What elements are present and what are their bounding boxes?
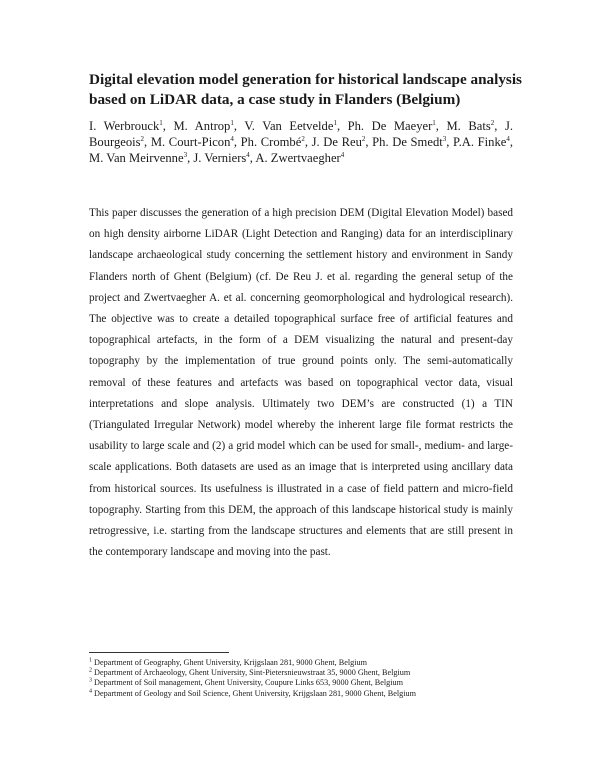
author-separator: , xyxy=(162,119,174,133)
author-name: M. Bats xyxy=(446,119,491,133)
author-name: Ph. Crombé xyxy=(240,135,302,149)
affiliation-mark: 4 xyxy=(246,150,250,159)
paper-title: Digital elevation model generation for historical landscape analysis based on LiDAR data, a case study in Flanders (Belgium) xyxy=(89,71,522,108)
affiliation-mark: 1 xyxy=(432,118,436,127)
author-separator: , xyxy=(144,135,151,149)
author-name: P.A. Finke xyxy=(453,135,507,149)
author-name: Ph. De Maeyer xyxy=(347,119,433,133)
author-name: M. Antrop xyxy=(173,119,231,133)
footnote-number: 1 xyxy=(89,657,92,664)
author-separator: , xyxy=(435,119,447,133)
footnote-text: Department of Geology and Soil Science, Ghent University, Krijgslaan 281, 9000 Ghent, Belgium xyxy=(92,688,416,698)
affiliation-mark: 1 xyxy=(159,118,163,127)
author-name: M. Van Meirvenne xyxy=(89,151,184,165)
affiliation-mark: 4 xyxy=(506,134,510,143)
abstract: This paper discusses the generation of a high precision DEM (Digital Elevation Model) based on high density airborne LiDAR (Light Detection and Ranging) data for an interdisciplinary landscape archaeological study concerning the settlement history and environment in Sandy Flanders north of Ghent (Belgium) (cf. De Reu J. et al. regarding the general setup of the project and Zwertvaegher A. et al. concerning geomorphological and hydrological research). The objective was to create a detailed topographical surface free of artificial features and topographical artefacts, in the form of a DEM visualizing the natural and present-day topography by the implementation of true ground points only. The semi-automatically removal of these features and artefacts was based on topographical vector data, visual interpretations and slope analysis. Ultimately two DEM’s are constructed (1) a TIN (Triangulated Irregular Network) model whereby the inherent large file format restricts the usability to large scale and (2) a grid model which can be used for small-, medium- and large-scale applications. Both datasets are used as an image that is interpreted using ancillary data from historical sources. Its usefulness is illustrated in a case of field pattern and micro-field topography. Starting from this DEM, the approach of this landscape historical study is mainly retrogressive, i.e. starting from the landscape structures and elements that are still present in the contemporary landscape and moving into the past. xyxy=(89,207,513,559)
affiliation-mark: 3 xyxy=(183,150,188,159)
footnote xyxy=(89,658,529,668)
author-name: J. De Reu xyxy=(311,135,362,149)
footnote xyxy=(89,689,529,699)
affiliation-mark: 2 xyxy=(361,134,366,143)
author-separator: , xyxy=(446,135,454,149)
author-separator: , xyxy=(304,135,312,149)
affiliation-mark: 2 xyxy=(490,118,495,127)
author-separator: , xyxy=(336,119,348,133)
affiliation-mark: 4 xyxy=(230,134,234,143)
author-name: Ph. De Smedt xyxy=(372,135,443,149)
author-separator: , xyxy=(494,119,505,133)
affiliation-mark: 1 xyxy=(230,118,234,127)
footnote-text: Department of Geography, Ghent University, Krijgslaan 281, 9000 Ghent, Belgium xyxy=(92,658,367,667)
footnote xyxy=(89,668,529,678)
affiliation-mark: 4 xyxy=(340,150,345,159)
author-separator: , xyxy=(509,135,514,149)
author-separator: , xyxy=(249,151,256,165)
author-separator: , xyxy=(233,135,241,149)
author-name: M. Court-Picon xyxy=(150,135,231,149)
author-separator: , xyxy=(233,119,245,133)
affiliation-mark: 3 xyxy=(442,134,447,143)
author-name: A. Zwertvaegher xyxy=(255,151,341,165)
affiliation-mark: 1 xyxy=(333,118,337,127)
author-list xyxy=(89,118,513,166)
footnote-number: 4 xyxy=(89,687,92,694)
footnote-text: Department of Soil management, Ghent University, Coupure Links 653, 9000 Ghent, Belgium xyxy=(92,678,403,688)
affiliation-mark: 2 xyxy=(301,134,305,143)
footnotes xyxy=(89,658,529,699)
footnote-number: 3 xyxy=(89,677,92,684)
footnote-text: Department of Archaeology, Ghent University, Sint-Pietersnieuwstraat 35, 9000 Ghent, Belgium xyxy=(92,668,411,678)
footnote-number: 2 xyxy=(89,667,92,674)
author-name: I. Werbrouck xyxy=(89,119,160,133)
footnote-divider xyxy=(89,652,229,653)
author-name: V. Van Eetvelde xyxy=(244,119,334,133)
author-separator: , xyxy=(365,135,373,149)
author-separator: , xyxy=(187,151,194,165)
affiliation-mark: 2 xyxy=(140,134,145,143)
author-name: J. Verniers xyxy=(193,151,247,165)
footnote xyxy=(89,678,529,688)
author-name: J. Bourgeois xyxy=(89,119,514,149)
